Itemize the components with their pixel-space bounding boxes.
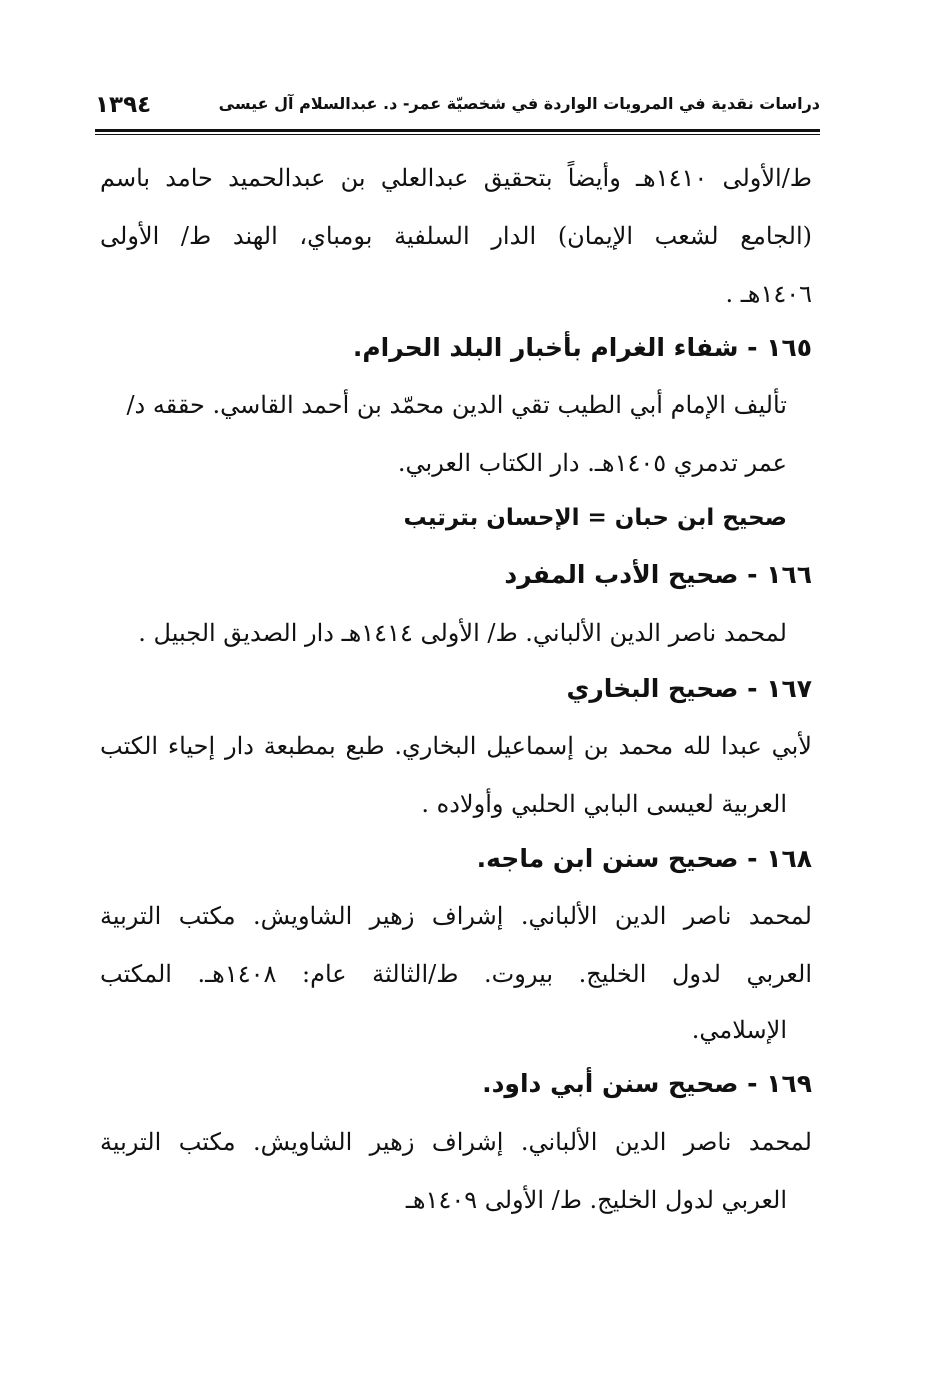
- running-header: [95, 92, 820, 128]
- body-line: العربي لدول الخليج. بيروت. ط/الثالثة عام: ١٤٠٨هـ. المكتب: [100, 960, 812, 988]
- cross-reference-heading: صحيح ابن حبان = الإحسان بترتيب: [403, 505, 787, 531]
- body-line: العربية لعيسى البابي الحلبي وأولاده .: [421, 790, 787, 818]
- page-number: ١٣٩٤: [95, 92, 152, 118]
- body-line: ١٤٠٦هـ .: [725, 280, 812, 308]
- entry-heading-168: ١٦٨ - صحيح سنن ابن ماجه.: [476, 844, 812, 873]
- body-line: عمر تدمري ١٤٠٥هـ. دار الكتاب العربي.: [397, 449, 787, 477]
- body-line: لمحمد ناصر الدين الألباني. إشراف زهير الشاويش. مكتب التربية: [100, 902, 812, 930]
- body-line: (الجامع لشعب الإيمان) الدار السلفية بومباي، الهند ط/ الأولى: [100, 222, 812, 250]
- body-line: ط/الأولى ١٤١٠هـ وأيضاً بتحقيق عبدالعلي بن عبدالحميد حامد باسم: [100, 164, 813, 192]
- entry-heading-167: ١٦٧ - صحيح البخاري: [566, 674, 812, 703]
- body-line: تأليف الإمام أبي الطيب تقي الدين محمّد بن أحمد القاسي. حققه د/: [126, 391, 787, 419]
- body-line: لمحمد ناصر الدين الألباني. إشراف زهير الشاويش. مكتب التربية: [100, 1128, 812, 1156]
- entry-heading-165: ١٦٥ - شفاء الغرام بأخبار البلد الحرام.: [352, 333, 812, 362]
- header-rule: [95, 129, 820, 132]
- body-line: لأبي عبدا لله محمد بن إسماعيل البخاري. طبع بمطبعة دار إحياء الكتب: [100, 732, 812, 760]
- header-rule-thin: [95, 134, 820, 135]
- body-line: العربي لدول الخليج. ط/ الأولى ١٤٠٩هـ: [405, 1186, 787, 1214]
- body-line: الإسلامي.: [691, 1016, 787, 1044]
- header-title: دراسات نقدية في المرويات الواردة في شخصيّة عمر- د. عبدالسلام آل عيسى: [218, 94, 820, 113]
- body-line: لمحمد ناصر الدين الألباني. ط/ الأولى ١٤١٤هـ دار الصديق الجبيل .: [138, 619, 787, 647]
- entry-heading-169: ١٦٩ - صحيح سنن أبي داود.: [482, 1069, 812, 1098]
- entry-heading-166: ١٦٦ - صحيح الأدب المفرد: [504, 560, 812, 589]
